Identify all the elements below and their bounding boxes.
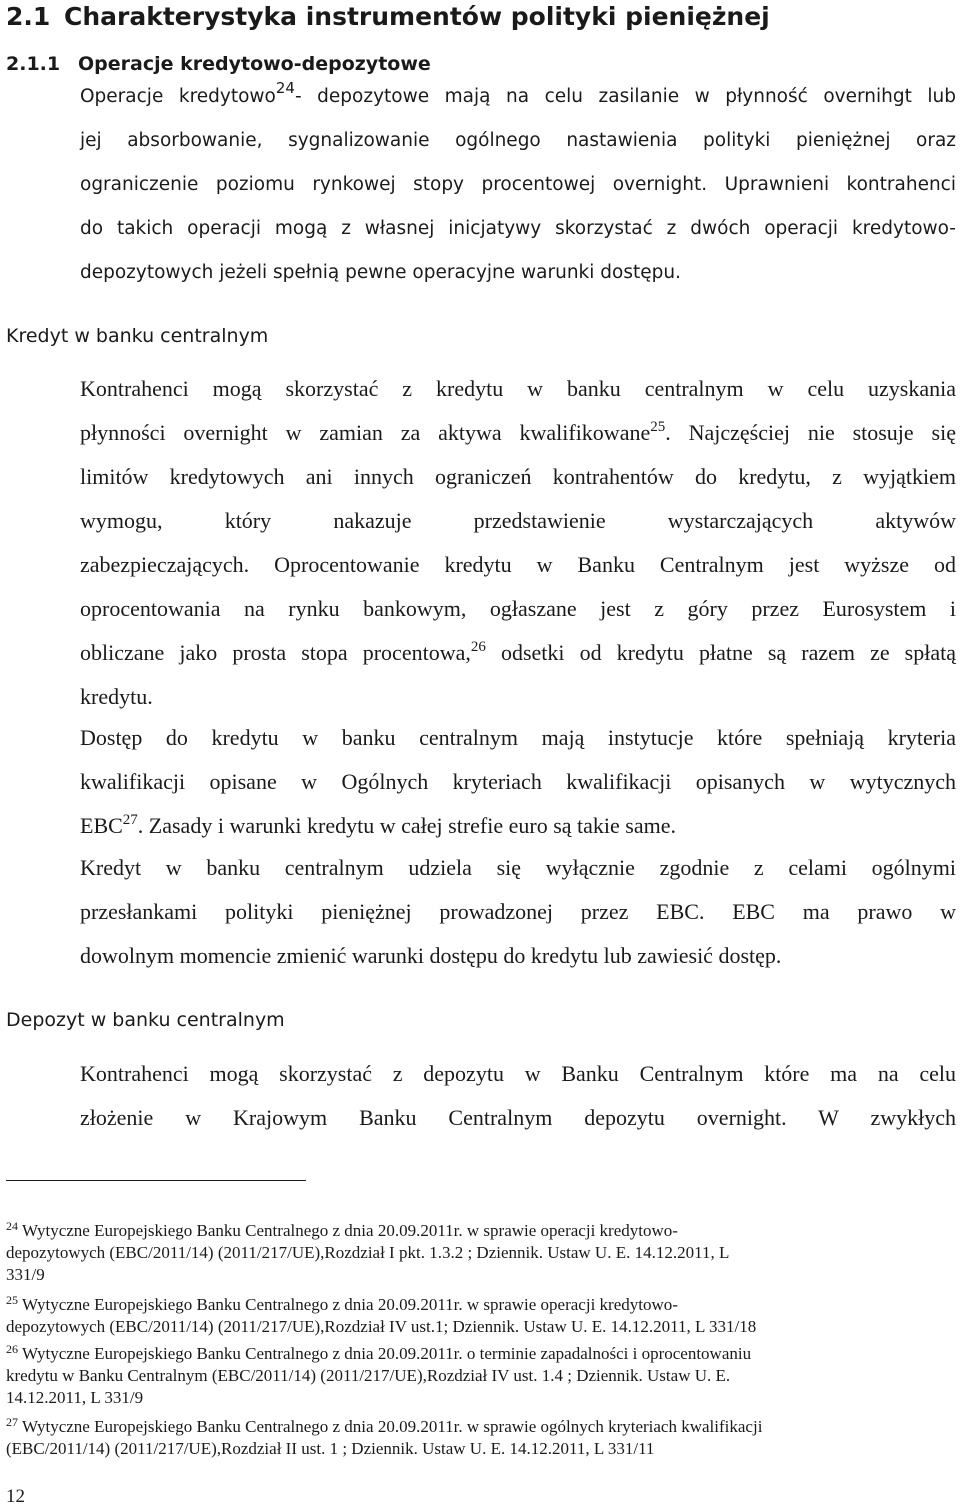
intro-line: ograniczenie poziomu rynkowej stopy procentowej overnight. Uprawnieni kontrahenci (80, 174, 956, 195)
footnote-number: 25 (6, 1293, 18, 1307)
footnote: $^{27}$ Wytyczne Europejskiego Banku Centralnego z dnia 20.09.2011r. w sprawie ogólnych kryteriach kwalifikacji (EBC/2011/14) (2011/217/UE),Rozdział II ust. 1 ; Dziennik. Ustaw U. E. 14.12.2011, L 331/11 (6, 1415, 763, 1458)
deposit-section-label: Depozyt w banku centralnym (6, 1009, 285, 1031)
text-line: Kontrahenci mogą skorzystać z kredytu w banku centralnym w celu uzyskania (80, 376, 956, 401)
footnote-number: 27 (6, 1415, 18, 1429)
text-line: Kontrahenci mogą skorzystać z depozytu w Banku Centralnym które ma na celu (80, 1061, 956, 1086)
section-heading-title: Charakterystyka instrumentów polityki pieniężnej (64, 2, 770, 31)
subsection-heading (6, 51, 431, 77)
intro-paragraph (80, 75, 956, 295)
credit-paragraph-3 (80, 846, 956, 978)
text-line: przesłankami polityki pieniężnej prowadzonej przez EBC. EBC ma prawo w (80, 899, 956, 924)
credit-paragraph-2 (80, 716, 956, 848)
subsection-heading-title: Operacje kredytowo-depozytowe (78, 53, 431, 75)
text-line: zabezpieczających. Oprocentowanie kredytu w Banku Centralnym jest wyższe od (80, 552, 956, 577)
intro-line: Operacje kredytowo$^{24}$- depozytowe mają na celu zasilanie w płynność overnihgt lub (80, 79, 956, 107)
intro-line: do takich operacji mogą z własnej inicjatywy skorzystać z dwóch operacji kredytowo- (80, 218, 956, 239)
footnote: $^{25}$ Wytyczne Europejskiego Banku Centralnego z dnia 20.09.2011r. w sprawie operacji kredytowo- depozytowych (EBC/2011/14) (2011/217/UE),Rozdział IV ust.1; Dziennik. Ustaw U. E. 14.12.2011, L 331/18 (6, 1293, 757, 1336)
text-line: EBC$^{27}$. Zasady i warunki kredytu w całej strefie euro są takie same. (80, 812, 676, 838)
credit-paragraph-1 (80, 367, 956, 719)
footnote: $^{24}$ Wytyczne Europejskiego Banku Centralnego z dnia 20.09.2011r. w sprawie operacji kredytowo- depozytowych (EBC/2011/14) (2011/217/UE),Rozdział I pkt. 1.3.2 ; Dziennik. Ustaw U. E. 14.12.2011, L 331/9 (6, 1219, 730, 1284)
footnote-ref: 25 (650, 419, 666, 435)
text-line: oprocentowania na rynku bankowym, ogłaszane jest z góry przez Eurosystem i (80, 596, 956, 621)
subsection-heading-number: 2.1.1 (6, 53, 61, 75)
text-line: Kredyt w banku centralnym udziela się wyłącznie zgodnie z celami ogólnymi (80, 855, 956, 880)
page-number: 12 (6, 1486, 25, 1507)
credit-section-label: Kredyt w banku centralnym (6, 325, 269, 347)
deposit-paragraph (80, 1052, 956, 1140)
text-line: wymogu, który nakazuje przedstawienie wystarczających aktywów (80, 508, 956, 533)
text-line: Dostęp do kredytu w banku centralnym mają instytucje które spełniają kryteria (80, 725, 956, 750)
text-line: płynności overnight w zamian za aktywa kwalifikowane$^{25}$. Najczęściej nie stosuje się (80, 419, 956, 445)
section-heading-number: 2.1 (6, 2, 51, 31)
footnote-ref: 26 (470, 639, 486, 655)
text-line: limitów kredytowych ani innych ograniczeń kontrahentów do kredytu, z wyjątkiem (80, 464, 956, 489)
text-line: kwalifikacji opisane w Ogólnych kryteriach kwalifikacji opisanych w wytycznych (80, 769, 956, 794)
footnote-ref: 27 (122, 812, 138, 828)
text-line: dowolnym momencie zmienić warunki dostępu do kredytu lub zawiesić dostęp. (80, 943, 782, 968)
footnote-number: 26 (6, 1342, 18, 1356)
footnote-separator (6, 1180, 306, 1181)
footnote-number: 24 (6, 1219, 18, 1233)
text-line: obliczane jako prosta stopa procentowa,$^{26}$ odsetki od kredytu płatne są razem ze spłatą (80, 639, 956, 665)
intro-line: jej absorbowanie, sygnalizowanie ogólnego nastawienia polityki pieniężnej oraz (80, 130, 956, 151)
intro-line: depozytowych jeżeli spełnią pewne operacyjne warunki dostępu. (80, 262, 681, 283)
footnote-ref: 24 (275, 79, 295, 97)
text-line: złożenie w Krajowym Banku Centralnym depozytu overnight. W zwykłych (80, 1105, 956, 1130)
section-heading (6, 0, 770, 34)
footnote: $^{26}$ Wytyczne Europejskiego Banku Centralnego z dnia 20.09.2011r. o terminie zapadalności i oprocentowaniu kredytu w Banku Centralnym (EBC/2011/14) (2011/217/UE),Rozdział IV ust. 1.4 ; Dziennik. Ustaw U. E. 14.12.2011, L 331/9 (6, 1342, 752, 1407)
text-line: kredytu. (80, 684, 153, 709)
